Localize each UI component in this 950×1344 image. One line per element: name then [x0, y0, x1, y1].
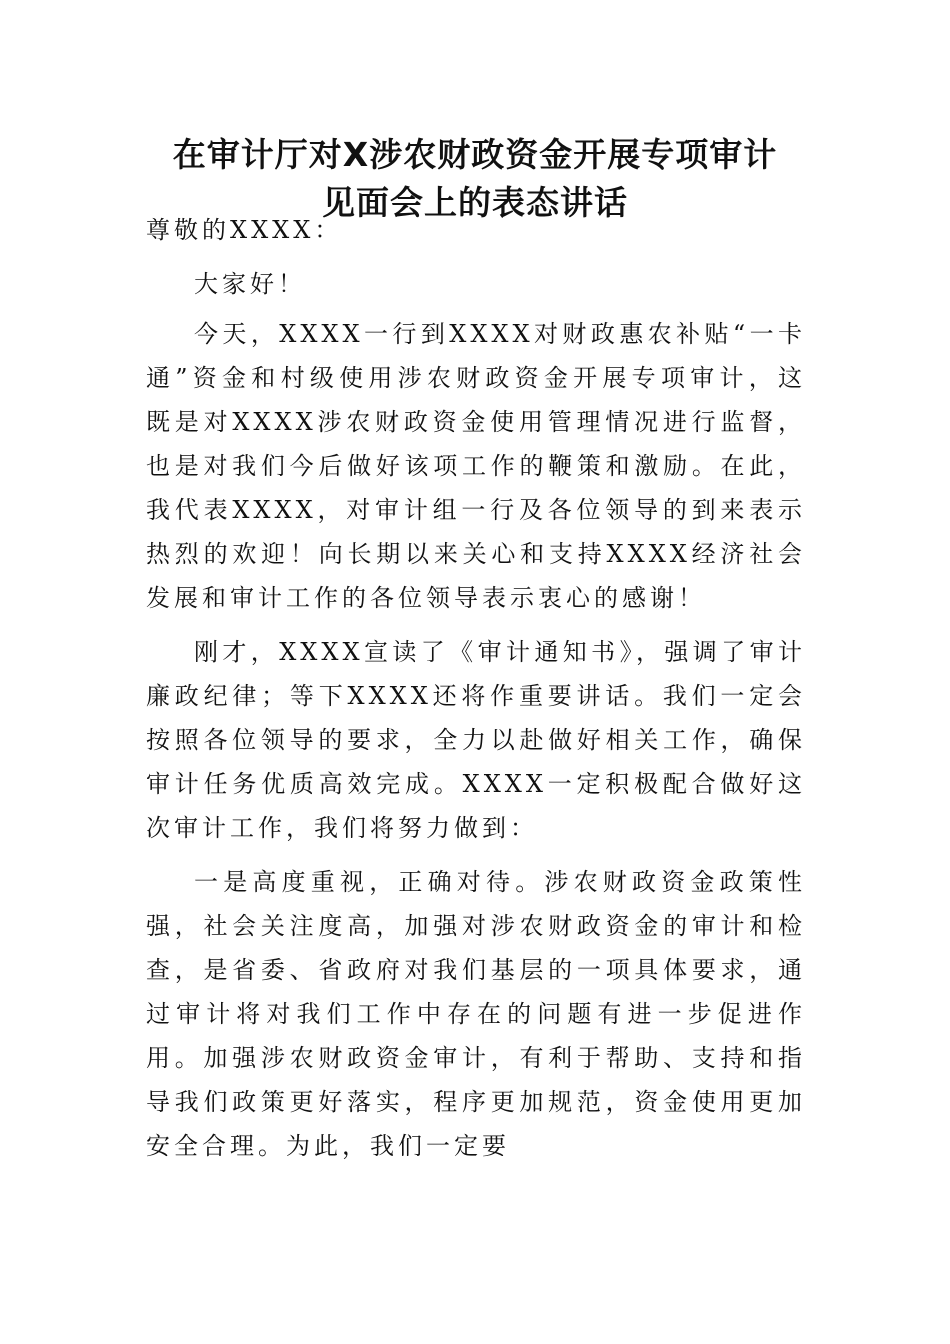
- paragraph-welcome: 今天，XXXX一行到XXXX对财政惠农补贴“一卡通”资金和村级使用涉农财政资金开展专项审计，这既是对XXXX涉农财政资金使用管理情况进行监督，也是对我们今后做好该项工作的鞭策和激励。在此，我代表XXXX，对审计组一行及各位领导的到来表示热烈的欢迎！向长期以来关心和支持XXXX经济社会发展和审计工作的各位领导表示衷心的感谢！: [146, 320, 806, 612]
- paragraph-point-one: 一是高度重视，正确对待。涉农财政资金政策性强，社会关注度高，加强对涉农财政资金的审计和检查，是省委、省政府对我们基层的一项具体要求，通过审计将对我们工作中存在的问题有进一步促进作用。加强涉农财政资金审计，有利于帮助、支持和指导我们政策更好落实，程序更加规范，资金使用更加安全合理。为此，我们一定要: [146, 868, 806, 1160]
- greeting: 大家好！: [194, 270, 306, 298]
- document-body: [146, 208, 806, 1178]
- paragraph-commitment: 刚才，XXXX宣读了《审计通知书》，强调了审计廉政纪律；等下XXXX还将作重要讲话。我们一定会按照各位领导的要求，全力以赴做好相关工作，确保审计任务优质高效完成。XXXX一定积极配合做好这次审计工作，我们将努力做到：: [146, 638, 806, 842]
- salutation: 尊敬的XXXX：: [146, 216, 343, 244]
- document-title-line-2: 见面会上的表态讲话: [322, 183, 628, 222]
- document-title-line-1: 在审计厅对X涉农财政资金开展专项审计: [172, 135, 778, 174]
